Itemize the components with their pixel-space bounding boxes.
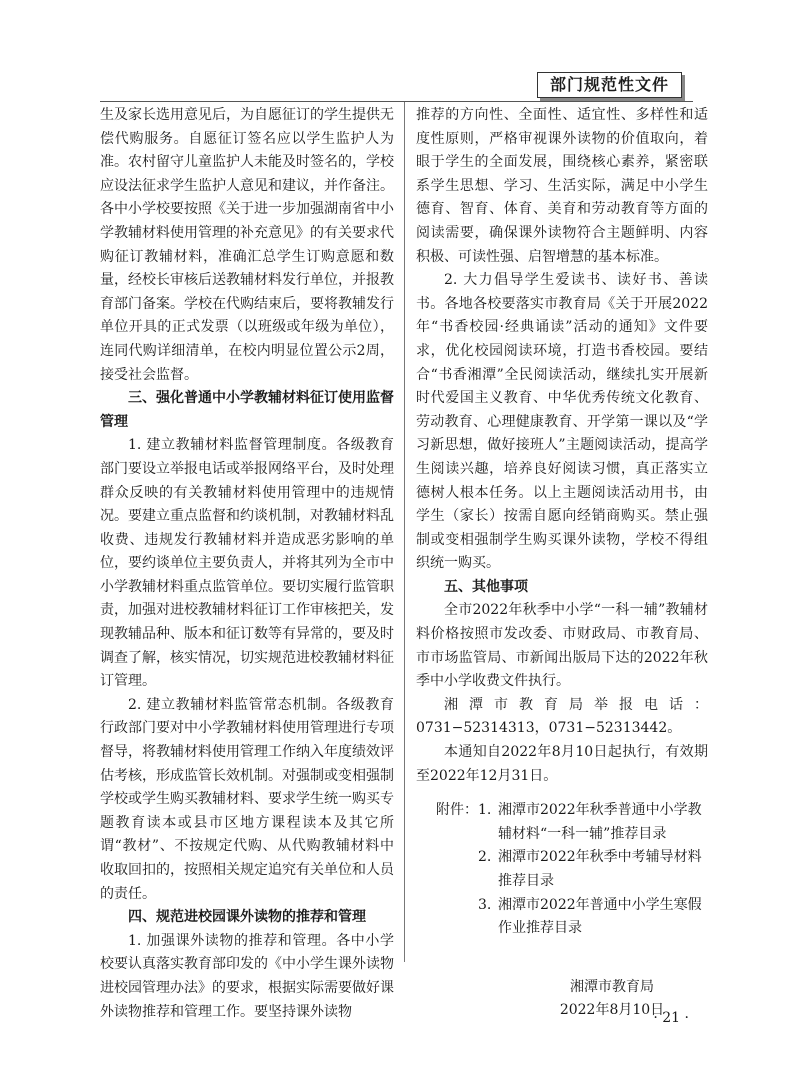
paragraph: 1. 加强课外读物的推荐和管理。各中小学校要认真落实教育部印发的《中小学生课外读物进校园管理办法》的要求，根据实际需要做好课外读物推荐和管理工作。要坚持课外读物 — [100, 932, 394, 1020]
attachment-title: 湘潭市2022年秋季中考辅导材料 — [498, 849, 702, 866]
attachment-item-continued — [416, 917, 708, 941]
attachment-number: 3. — [478, 896, 492, 913]
paragraph: 2. 大力倡导学生爱读书、读好书、善读书。各地各校要落实市教育局《关于开展2022年“书香校园·经典诵读”活动的通知》文件要求，优化校园阅读环境，打造书香校园。要结合“书香湘潭”全民阅读活动，继续扎实开展新时代爱国主义教育、中华优秀传统文化教育、劳动教育、心理健康教育、开学第一课以及“学习新思想，做好接班人”主题阅读活动，提高学生阅读兴趣，培养良好阅读习惯，真正落实立德树人根本任务。以上主题阅读活动用书，由学生（家长）按需自愿向经销商购买。禁止强制或变相强制学生购买课外读物，学校不得组织统一购买。 — [416, 272, 708, 572]
attachment-item — [416, 799, 708, 823]
attachment-title: 作业推荐目录 — [498, 920, 582, 937]
attachments-label: 附件： — [436, 802, 478, 819]
attachment-title: 推荐目录 — [498, 873, 554, 889]
section-heading: 三、强化普通中小学教辅材料征订使用监督管理 — [100, 390, 394, 430]
paragraph: 2. 建立教辅材料监管常态机制。各级教育行政部门要对中小学教辅材料使用管理进行专项督导，将教辅材料使用管理工作纳入年度绩效评估考核，形成监管长效机制。对强制或变相强制学校或学生购买教辅材料、要求学生统一购买专题教育读本或县市区地方课程读本及其它所谓“教材”、不按规定代购、从代购教辅材料中收取回扣的，按照相关规定追究有关单位和人员的责任。 — [100, 696, 394, 902]
attachment-item — [416, 846, 708, 870]
page-number: · 21 · — [653, 1010, 689, 1026]
attachment-title: 辅材料“一科一辅”推荐目录 — [498, 825, 667, 842]
attachment-number: 2. — [478, 849, 492, 866]
issue-date: 2022年8月10日 — [559, 1002, 665, 1019]
header-rule — [100, 101, 693, 102]
attachment-item-continued — [416, 870, 708, 894]
column-divider — [404, 102, 405, 962]
attachment-item-continued — [416, 823, 708, 847]
attachments-list — [416, 799, 708, 941]
attachment-title: 湘潭市2022年秋季普通中小学教 — [498, 802, 702, 819]
paragraph: 湘潭市教育局举报电话：0731−52314313，0731−52313442。 — [416, 696, 708, 737]
section-tag: 部门规范性文件 — [537, 72, 682, 98]
paragraph: 本通知自2022年8月10日起执行，有效期至2022年12月31日。 — [416, 744, 708, 784]
paragraph: 全市2022年秋季中小学“一科一辅”教辅材料价格按照市发改委、市财政局、市教育局、市市场监管局、市新闻出版局下达的2022年秋季中小学收费文件执行。 — [416, 602, 708, 690]
attachment-title: 湘潭市2022年普通中小学生寒假 — [498, 896, 702, 913]
paragraph: 生及家长选用意见后，为自愿征订的学生提供无偿代购服务。自愿征订签名应以学生监护人为准。农村留守儿童监护人未能及时签名的，学校应设法征求学生监护人意见和建议，并作备注。各中小学校要按照《关于进一步加强湖南省中小学教辅材料使用管理的补充意见》的有关要求代购征订教辅材料，准确汇总学生订购意愿和数量，经校长审核后送教辅材料发行单位，并报教育部门备案。学校在代购结束后，要将教辅发行单位开具的正式发票（以班级或年级为单位），连同代购详细清单，在校内明显位置公示2周，接受社会监督。 — [100, 107, 394, 383]
section-heading: 五、其他事项 — [444, 578, 528, 595]
right-column — [416, 104, 708, 1023]
attachment-number: 1. — [478, 802, 492, 819]
paragraph: 推荐的方向性、全面性、适宜性、多样性和适度性原则，严格审视课外读物的价值取向，着眼于学生的全面发展，围绕核心素养，紧密联系学生思想、学习、生活实际，满足中小学生德育、智育、体育、美育和劳动教育等方面的阅读需要，确保课外读物符合主题鲜明、内容积极、可读性强、启智增慧的基本标准。 — [416, 107, 708, 265]
section-heading: 四、规范进校园课外读物的推荐和管理 — [128, 909, 366, 926]
attachment-item — [416, 894, 708, 918]
issuing-organization: 湘潭市教育局 — [570, 978, 654, 995]
paragraph: 1. 建立教辅材料监督管理制度。各级教育部门要设立举报电话或举报网络平台，及时处理群众反映的有关教辅材料使用管理中的违规情况。要建立重点监督和约谈机制，对教辅材料乱收费、违规发行教辅材料并造成恶劣影响的单位，要约谈单位主要负责人，并将其列为全市中小学教辅材料重点监管单位。要切实履行监管职责，加强对进校教辅材料征订工作审核把关，发现教辅品种、版本和征订数等有异常的，要及时调查了解，核实情况，切实规范进校教辅材料征订管理。 — [100, 437, 394, 690]
left-column — [100, 104, 394, 1024]
